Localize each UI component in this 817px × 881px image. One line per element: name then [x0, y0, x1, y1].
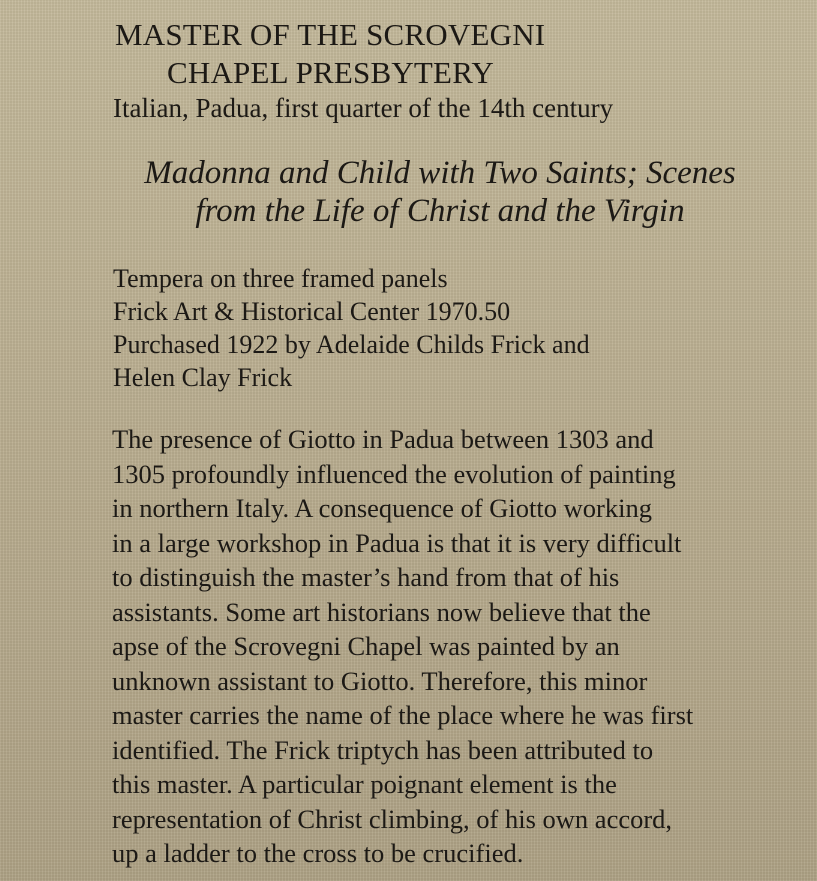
description-line: to distinguish the master’s hand from that of his [112, 562, 620, 592]
description-line: this master. A particular poignant element is the [112, 769, 617, 799]
artist-name-line-1: MASTER OF THE SCROVEGNI [115, 17, 546, 52]
artwork-title-line-2: from the Life of Christ and the Virgin [195, 193, 685, 229]
description-line: The presence of Giotto in Padua between 1303 and [112, 424, 654, 454]
description-line: up a ladder to the cross to be crucified. [112, 838, 524, 868]
artwork-medium: Tempera on three framed panels [113, 264, 448, 293]
artwork-provenance-line-1: Purchased 1922 by Adelaide Childs Frick and [113, 330, 590, 359]
description-line: identified. The Frick triptych has been attributed to [112, 734, 654, 765]
description-line: in a large workshop in Padua is that it is very difficult [112, 527, 682, 558]
description-line: assistants. Some art historians now believe that the [112, 596, 651, 627]
description-line: representation of Christ climbing, of his own accord, [112, 803, 673, 834]
description-line: in northern Italy. A consequence of Giotto working [112, 493, 652, 523]
description-line: apse of the Scrovegni Chapel was painted by an [112, 631, 620, 661]
description-paragraph [112, 422, 752, 871]
artwork-title-line-1: Madonna and Child with Two Saints; Scenes [144, 155, 736, 191]
artist-name-line-2: CHAPEL PRESBYTERY [167, 55, 494, 90]
artwork-provenance-line-2: Helen Clay Frick [113, 363, 293, 392]
description-line: 1305 profoundly influenced the evolution of painting [112, 458, 676, 489]
artwork-accession: Frick Art & Historical Center 1970.50 [113, 297, 511, 326]
description-line: unknown assistant to Giotto. Therefore, this minor [112, 665, 648, 696]
artwork-details [113, 262, 590, 394]
description-line: master carries the name of the place where he was first [112, 700, 694, 730]
artist-name [115, 16, 545, 92]
artist-origin: Italian, Padua, first quarter of the 14th century [113, 93, 614, 123]
artwork-title [110, 154, 770, 230]
